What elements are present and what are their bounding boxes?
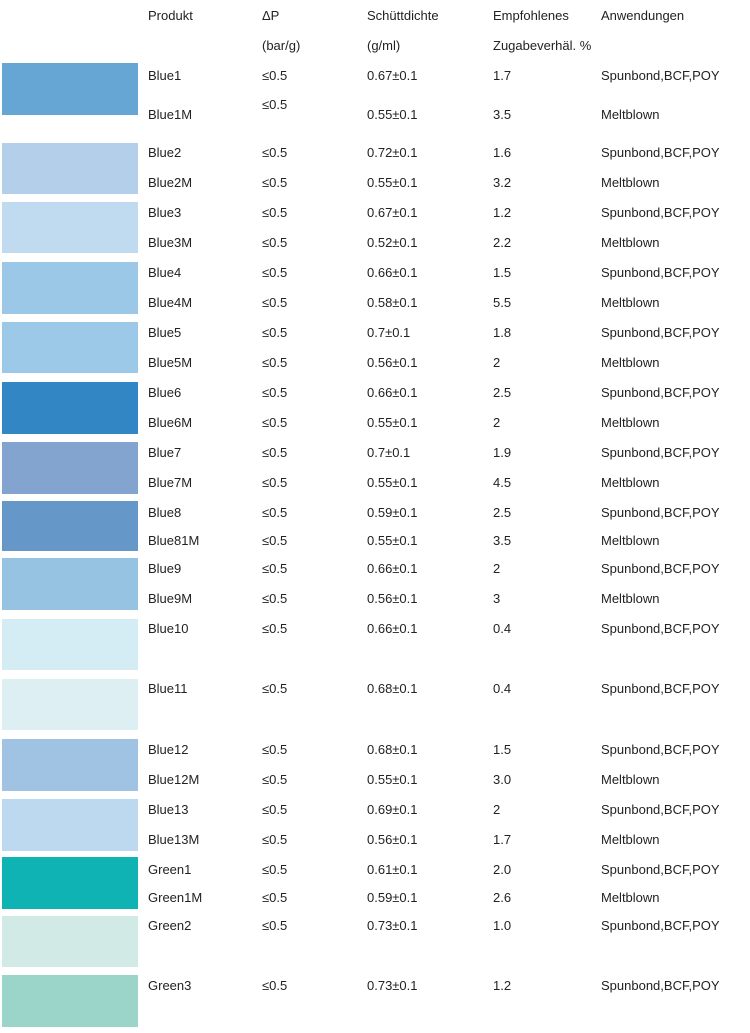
dosage-ratio-value: 1.9 bbox=[493, 445, 512, 460]
application-value: Spunbond,BCF,POY bbox=[601, 681, 720, 696]
delta-p-value: ≤0.5 bbox=[262, 862, 288, 877]
dosage-ratio-value: 1.8 bbox=[493, 325, 512, 340]
dosage-ratio-value: 3 bbox=[493, 591, 501, 606]
product-name: Green3 bbox=[148, 978, 192, 993]
dosage-ratio-value: 2 bbox=[493, 802, 501, 817]
color-swatch bbox=[2, 558, 138, 610]
color-swatch bbox=[2, 442, 138, 494]
bulk-density-value: 0.66±0.1 bbox=[367, 621, 418, 636]
application-value: Spunbond,BCF,POY bbox=[601, 862, 720, 877]
product-name: Blue13 bbox=[148, 802, 189, 817]
dosage-ratio-value: 2 bbox=[493, 355, 501, 370]
application-value: Spunbond,BCF,POY bbox=[601, 918, 720, 933]
dosage-ratio-value: 1.5 bbox=[493, 742, 512, 757]
header-density: Schüttdichte bbox=[367, 8, 439, 23]
product-name: Blue7 bbox=[148, 445, 182, 460]
product-name: Blue9 bbox=[148, 561, 182, 576]
color-swatch bbox=[2, 975, 138, 1027]
application-value: Meltblown bbox=[601, 235, 660, 250]
delta-p-value: ≤0.5 bbox=[262, 68, 288, 83]
delta-p-value: ≤0.5 bbox=[262, 591, 288, 606]
delta-p-value: ≤0.5 bbox=[262, 235, 288, 250]
product-name: Blue81M bbox=[148, 533, 200, 548]
dosage-ratio-value: 1.7 bbox=[493, 832, 512, 847]
delta-p-value: ≤0.5 bbox=[262, 742, 288, 757]
application-value: Meltblown bbox=[601, 832, 660, 847]
bulk-density-value: 0.73±0.1 bbox=[367, 918, 418, 933]
dosage-ratio-value: 0.4 bbox=[493, 681, 512, 696]
delta-p-value: ≤0.5 bbox=[262, 918, 288, 933]
delta-p-value: ≤0.5 bbox=[262, 325, 288, 340]
product-name: Blue12 bbox=[148, 742, 189, 757]
application-value: Spunbond,BCF,POY bbox=[601, 978, 720, 993]
color-swatch bbox=[2, 322, 138, 373]
dosage-ratio-value: 3.5 bbox=[493, 533, 512, 548]
delta-p-value: ≤0.5 bbox=[262, 355, 288, 370]
color-swatch bbox=[2, 916, 138, 967]
delta-p-value: ≤0.5 bbox=[262, 445, 288, 460]
dosage-ratio-value: 2.5 bbox=[493, 385, 512, 400]
bulk-density-value: 0.55±0.1 bbox=[367, 175, 418, 190]
header-density-unit: (g/ml) bbox=[367, 38, 401, 53]
delta-p-value: ≤0.5 bbox=[262, 533, 288, 548]
bulk-density-value: 0.61±0.1 bbox=[367, 862, 418, 877]
bulk-density-value: 0.55±0.1 bbox=[367, 475, 418, 490]
delta-p-value: ≤0.5 bbox=[262, 415, 288, 430]
color-swatch bbox=[2, 382, 138, 434]
application-value: Meltblown bbox=[601, 355, 660, 370]
bulk-density-value: 0.55±0.1 bbox=[367, 415, 418, 430]
bulk-density-value: 0.52±0.1 bbox=[367, 235, 418, 250]
dosage-ratio-value: 2 bbox=[493, 561, 501, 576]
application-value: Meltblown bbox=[601, 415, 660, 430]
delta-p-value: ≤0.5 bbox=[262, 561, 288, 576]
dosage-ratio-value: 2.6 bbox=[493, 890, 512, 905]
application-value: Meltblown bbox=[601, 175, 660, 190]
dosage-ratio-value: 1.7 bbox=[493, 68, 512, 83]
application-value: Meltblown bbox=[601, 772, 660, 787]
product-name: Blue1M bbox=[148, 107, 193, 122]
product-name: Blue2 bbox=[148, 145, 182, 160]
color-swatch bbox=[2, 619, 138, 670]
dosage-ratio-value: 1.2 bbox=[493, 205, 512, 220]
application-value: Spunbond,BCF,POY bbox=[601, 145, 720, 160]
dosage-ratio-value: 1.6 bbox=[493, 145, 512, 160]
bulk-density-value: 0.73±0.1 bbox=[367, 978, 418, 993]
application-value: Spunbond,BCF,POY bbox=[601, 445, 720, 460]
delta-p-value: ≤0.5 bbox=[262, 475, 288, 490]
color-swatch bbox=[2, 799, 138, 851]
dosage-ratio-value: 3.5 bbox=[493, 107, 512, 122]
bulk-density-value: 0.67±0.1 bbox=[367, 68, 418, 83]
application-value: Meltblown bbox=[601, 107, 660, 122]
delta-p-value: ≤0.5 bbox=[262, 385, 288, 400]
product-name: Blue6M bbox=[148, 415, 193, 430]
application-value: Spunbond,BCF,POY bbox=[601, 802, 720, 817]
product-name: Green1 bbox=[148, 862, 192, 877]
delta-p-value: ≤0.5 bbox=[262, 621, 288, 636]
bulk-density-value: 0.59±0.1 bbox=[367, 890, 418, 905]
product-name: Blue4 bbox=[148, 265, 182, 280]
application-value: Spunbond,BCF,POY bbox=[601, 265, 720, 280]
bulk-density-value: 0.7±0.1 bbox=[367, 325, 411, 340]
product-name: Blue9M bbox=[148, 591, 193, 606]
bulk-density-value: 0.72±0.1 bbox=[367, 145, 418, 160]
color-swatch bbox=[2, 63, 138, 115]
product-name: Blue10 bbox=[148, 621, 189, 636]
product-name: Blue3 bbox=[148, 205, 182, 220]
color-swatch bbox=[2, 739, 138, 791]
dosage-ratio-value: 1.2 bbox=[493, 978, 512, 993]
dosage-ratio-value: 2.0 bbox=[493, 862, 512, 877]
product-name: Green1M bbox=[148, 890, 203, 905]
product-name: Blue5 bbox=[148, 325, 182, 340]
delta-p-value: ≤0.5 bbox=[262, 295, 288, 310]
color-swatch bbox=[2, 202, 138, 253]
product-name: Blue11 bbox=[148, 681, 188, 696]
bulk-density-value: 0.56±0.1 bbox=[367, 832, 418, 847]
dosage-ratio-value: 2 bbox=[493, 415, 501, 430]
delta-p-value: ≤0.5 bbox=[262, 832, 288, 847]
product-name: Blue8 bbox=[148, 505, 182, 520]
bulk-density-value: 0.66±0.1 bbox=[367, 561, 418, 576]
header-applications: Anwendungen bbox=[601, 8, 685, 23]
color-swatch bbox=[2, 857, 138, 909]
bulk-density-value: 0.56±0.1 bbox=[367, 591, 418, 606]
product-name: Blue6 bbox=[148, 385, 182, 400]
application-value: Spunbond,BCF,POY bbox=[601, 742, 720, 757]
bulk-density-value: 0.67±0.1 bbox=[367, 205, 418, 220]
application-value: Meltblown bbox=[601, 533, 660, 548]
application-value: Spunbond,BCF,POY bbox=[601, 325, 720, 340]
application-value: Spunbond,BCF,POY bbox=[601, 621, 720, 636]
delta-p-value: ≤0.5 bbox=[262, 145, 288, 160]
bulk-density-value: 0.68±0.1 bbox=[367, 681, 418, 696]
header-dp: ΔP bbox=[262, 8, 280, 23]
product-name: Green2 bbox=[148, 918, 192, 933]
dosage-ratio-value: 2.5 bbox=[493, 505, 512, 520]
delta-p-value: ≤0.5 bbox=[262, 978, 288, 993]
product-name: Blue7M bbox=[148, 475, 193, 490]
dosage-ratio-value: 5.5 bbox=[493, 295, 512, 310]
product-name: Blue5M bbox=[148, 355, 193, 370]
bulk-density-value: 0.55±0.1 bbox=[367, 772, 418, 787]
application-value: Meltblown bbox=[601, 295, 660, 310]
bulk-density-value: 0.56±0.1 bbox=[367, 355, 418, 370]
delta-p-value: ≤0.5 bbox=[262, 97, 288, 112]
dosage-ratio-value: 2.2 bbox=[493, 235, 512, 250]
product-name: Blue3M bbox=[148, 235, 193, 250]
delta-p-value: ≤0.5 bbox=[262, 802, 288, 817]
delta-p-value: ≤0.5 bbox=[262, 175, 288, 190]
application-value: Spunbond,BCF,POY bbox=[601, 205, 720, 220]
delta-p-value: ≤0.5 bbox=[262, 205, 288, 220]
product-name: Blue1 bbox=[148, 68, 182, 83]
product-name: Blue2M bbox=[148, 175, 193, 190]
delta-p-value: ≤0.5 bbox=[262, 890, 288, 905]
dosage-ratio-value: 1.5 bbox=[493, 265, 512, 280]
dosage-ratio-value: 3.0 bbox=[493, 772, 512, 787]
bulk-density-value: 0.55±0.1 bbox=[367, 107, 418, 122]
header-ratio: Empfohlenes bbox=[493, 8, 569, 23]
dosage-ratio-value: 0.4 bbox=[493, 621, 512, 636]
product-name: Blue13M bbox=[148, 832, 200, 847]
delta-p-value: ≤0.5 bbox=[262, 772, 288, 787]
bulk-density-value: 0.66±0.1 bbox=[367, 265, 418, 280]
header-product: Produkt bbox=[148, 8, 193, 23]
application-value: Spunbond,BCF,POY bbox=[601, 68, 720, 83]
bulk-density-value: 0.59±0.1 bbox=[367, 505, 418, 520]
dosage-ratio-value: 1.0 bbox=[493, 918, 512, 933]
delta-p-value: ≤0.5 bbox=[262, 505, 288, 520]
dosage-ratio-value: 4.5 bbox=[493, 475, 512, 490]
application-value: Meltblown bbox=[601, 475, 660, 490]
product-name: Blue4M bbox=[148, 295, 193, 310]
application-value: Spunbond,BCF,POY bbox=[601, 385, 720, 400]
application-value: Meltblown bbox=[601, 591, 660, 606]
bulk-density-value: 0.7±0.1 bbox=[367, 445, 411, 460]
color-swatch bbox=[2, 143, 138, 194]
header-dp-unit: (bar/g) bbox=[262, 38, 301, 53]
bulk-density-value: 0.55±0.1 bbox=[367, 533, 418, 548]
delta-p-value: ≤0.5 bbox=[262, 681, 288, 696]
header-ratio-unit: Zugabeverhäl. % bbox=[493, 38, 592, 53]
application-value: Spunbond,BCF,POY bbox=[601, 505, 720, 520]
application-value: Spunbond,BCF,POY bbox=[601, 561, 720, 576]
dosage-ratio-value: 3.2 bbox=[493, 175, 512, 190]
color-swatch bbox=[2, 262, 138, 314]
bulk-density-value: 0.58±0.1 bbox=[367, 295, 418, 310]
bulk-density-value: 0.69±0.1 bbox=[367, 802, 418, 817]
color-swatch bbox=[2, 501, 138, 551]
color-swatch bbox=[2, 679, 138, 730]
bulk-density-value: 0.66±0.1 bbox=[367, 385, 418, 400]
application-value: Meltblown bbox=[601, 890, 660, 905]
delta-p-value: ≤0.5 bbox=[262, 265, 288, 280]
bulk-density-value: 0.68±0.1 bbox=[367, 742, 418, 757]
product-name: Blue12M bbox=[148, 772, 200, 787]
